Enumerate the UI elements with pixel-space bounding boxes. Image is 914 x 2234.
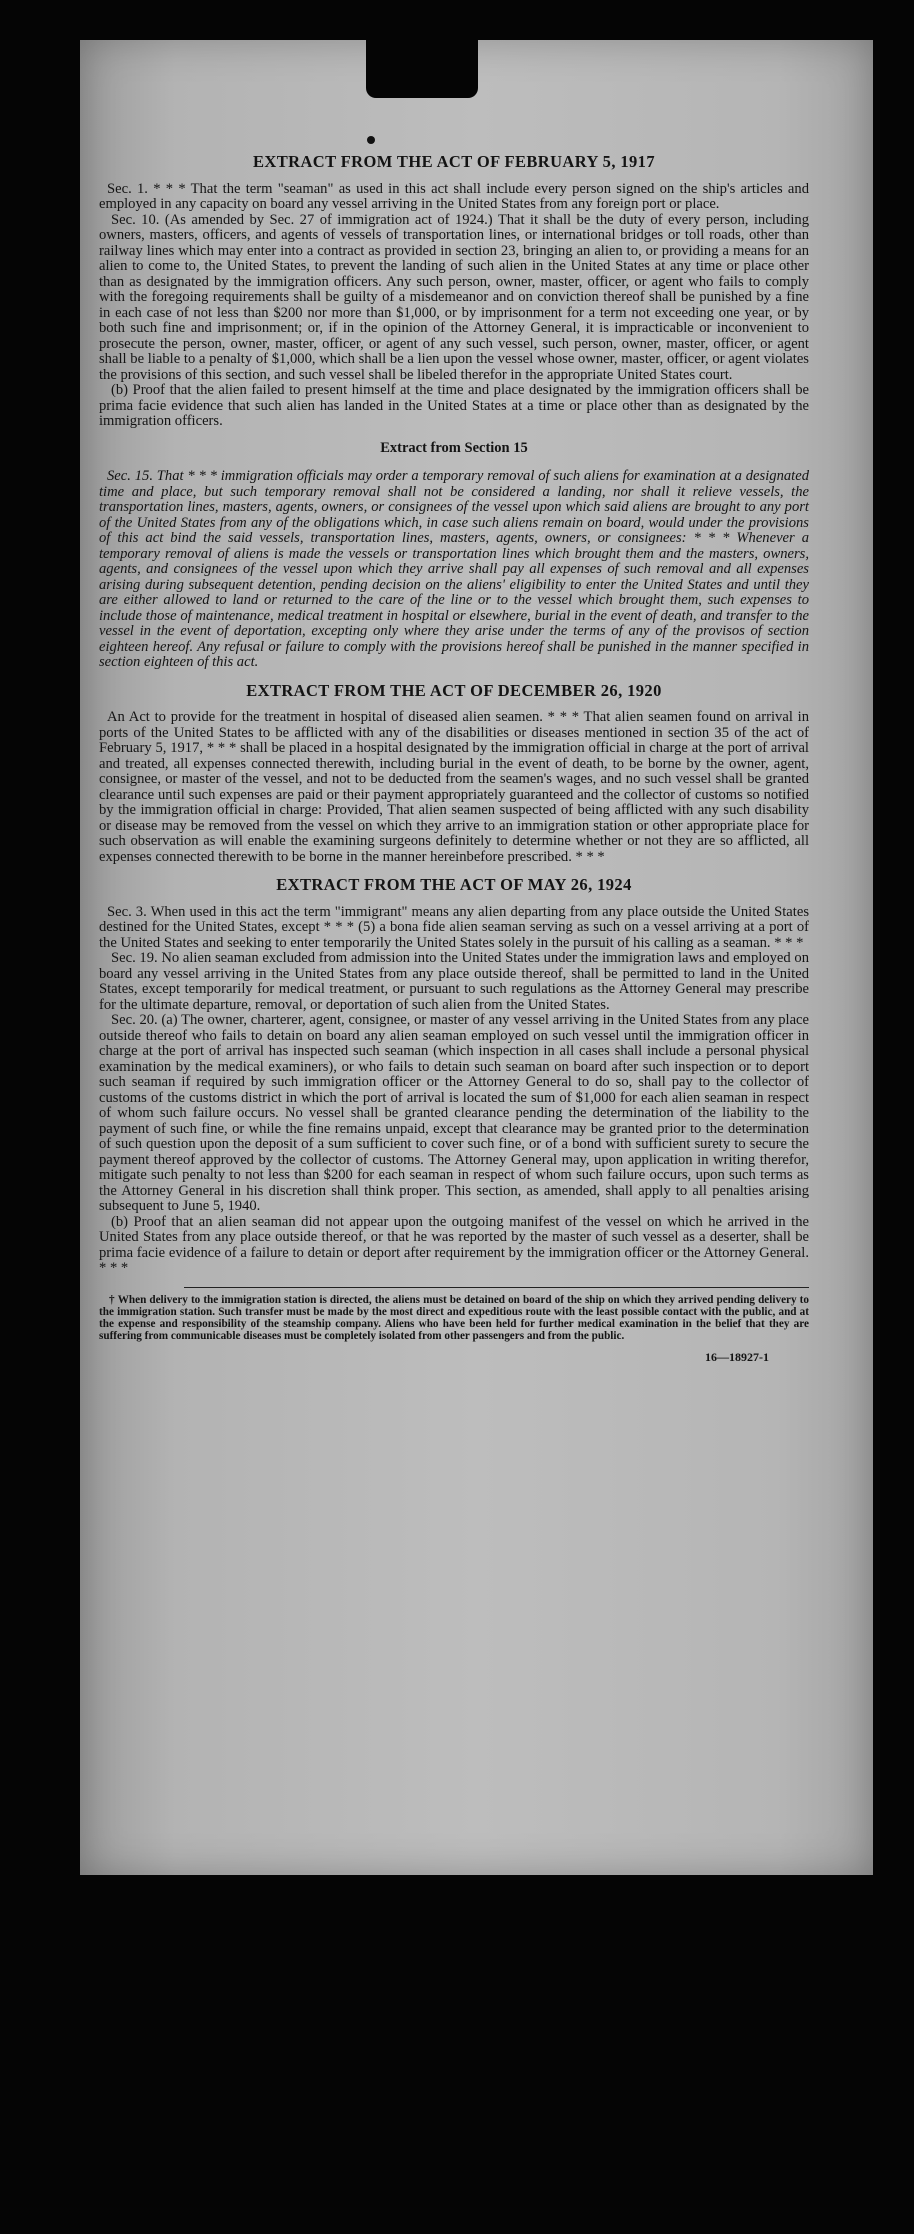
punched-hole [366, 36, 478, 98]
paper-mark [367, 136, 375, 144]
paragraph-sec-10: Sec. 10. (As amended by Sec. 27 of immigration act of 1924.) That it shall be the duty of every person, including owners, masters, officers, and agents of vessels of transportation lines, or international bridges or toll roads, other than railway lines which may enter into a contract as provided in section 23, bringing an alien to, or providing a means for an alien to come to, the United States, to prevent the landing of such alien in the United States at any time or place other than as designated by the immigration officers. Any such person, owner, master, officer, or agent who fails to comply with the foregoing requirements shall be guilty of a misdemeanor and on conviction thereof shall be punished by a fine in each case of not less than $200 nor more than $1,000, or by imprisonment for a term not exceeding one year, or by both such fine and imprisonment; or, if in the opinion of the Attorney General, it is impracticable or inconvenient to prosecute the person, owner, master, officer, or agent of any such vessel, such person, owner, master, officer, or agent shall be liable to a penalty of $1,000, which shall be a lien upon the vessel whose owner, master, officer, or agent violates the provisions of this section, and such vessel shall be libeled therefor in the appropriate United States court. [99, 211, 809, 383]
paragraph-sec-15: Sec. 15. That * * * immigration officials may order a temporary removal of such aliens for examination at a designated time and place, but such temporary removal shall not be considered a landing, nor shall it relieve vessels, the transportation lines, masters, agents, owners, or consignees of the vessel upon which said aliens are brought to any port of the United States from any of the obligations which, in case such aliens remain on board, would under the provisions of this act bind the said vessels, transportation lines, masters, agents, owners, or consignees: * * * Whenever a temporary removal of aliens is made the vessels or transportation lines which brought them and the masters, owners, agents, and consignees of the vessel upon which they arrive shall pay all expenses of such removal and all expenses arising during subsequent detention, pending decision on the aliens' eligibility to enter the United States and until they are either allowed to land or returned to the care of the line or to the vessel which brought them, such expenses to include those of maintenance, medical treatment in hospital or elsewhere, burial in the event of death, and transfer to the vessel in the event of deportation, excepting only where they arise under the terms of any of the provisos of section eighteen hereof. Any refusal or failure to comply with the provisions hereof shall be punished in the manner specified in section eighteen of this act. [99, 468, 809, 670]
paragraph-sec-20-b: (b) Proof that an alien seaman did not appear upon the outgoing manifest of the vessel on which he arrived in the United States from any place outside thereof, or that he was reported by the master of such vessel as a deserter, shall be prima facie evidence of a failure to detain or deport after requirement by the immigration officer or the Attorney General. * * * [99, 1213, 809, 1276]
paragraph-sec-3: Sec. 3. When used in this act the term "immigrant" means any alien departing from any place outside the United States destined for the United States, except * * * (5) a bona fide alien seaman serving as such on a vessel arriving at a port of the United States and seeking to enter temporarily the United States solely in the pursuit of his calling as a seaman. * * * [99, 903, 809, 951]
footnote-divider [184, 1287, 809, 1288]
document-text [99, 148, 809, 1365]
form-number: 16—18927-1 [705, 1349, 769, 1364]
footnote: † When delivery to the immigration station is directed, the aliens must be detained on board of the ship on which they arrived pending delivery to the immigration station. Such transfer must be made by the most direct and expeditious route with the least possible contact with the public, and at the expense and responsibility of the steamship company. Aliens who have been held for further medical examination in the belief that they are suffering from communicable diseases must be completely isolated from other passengers and from the public. [99, 1293, 809, 1342]
heading-section-15: Extract from Section 15 [380, 439, 528, 456]
paragraph-sec-19: Sec. 19. No alien seaman excluded from admission into the United States under the immigration laws and employed on board any vessel arriving in the United States from any place outside thereof, shall be permitted to land in the United States, except temporarily for medical treatment, or pursuant to such regulations as the Attorney General may prescribe for the ultimate departure, removal, or deportation of such alien from the United States. [99, 950, 809, 1013]
paragraph-act-1920: An Act to provide for the treatment in hospital of diseased alien seamen. * * * That alien seamen found on arrival in ports of the United States to be afflicted with any of the disabilities or diseases mentioned in section 35 of the act of February 5, 1917, * * * shall be placed in a hospital designated by the immigration official in charge at the port of arrival and treated, all expenses connected therewith, including burial in the event of death, to be borne by the owner, agent, consignee, or master of the vessel, and not to be deducted from the seamen's wages, and no such vessel shall be granted clearance until such expenses are paid or their payment appropriately guaranteed and the collector of customs so notified by the immigration official in charge: Provided, That alien seamen suspected of being afflicted with any such disability or disease may be removed from the vessel on which they arrive to an immigration station or other appropriate place for such observation as will enable the examining surgeons definitely to determine whether or not they are so afflicted, all expenses connected therewith to be borne in the manner hereinbefore prescribed. * * * [99, 709, 809, 865]
paragraph-sec-20-a: Sec. 20. (a) The owner, charterer, agent, consignee, or master of any vessel arriving in the United States from any place outside thereof who fails to detain on board any alien seaman employed on such vessel until the immigration officer in charge at the port of arrival has inspected such seaman (which inspection in all cases shall include a personal physical examination by the medical examiners), or who fails to detain such seaman on board after such inspection or to deport such seaman if required by such immigration officer or the Attorney General to do so, shall pay to the collector of customs of the customs district in which the port of arrival is located the sum of $1,000 for each alien seaman in respect of whom such failure occurs. No vessel shall be granted clearance pending the determination of the liability to the payment of such fine, or while the fine remains unpaid, except that clearance may be granted prior to the determination of such question upon the deposit of a sum sufficient to cover such fine, or of a bond with sufficient surety to secure the payment thereof approved by the collector of customs. The Attorney General may, upon application in writing therefor, mitigate such penalty to not less than $200 for each seaman in respect of whom such failure occurs, upon such terms as the Attorney General in his discretion shall think proper. This section, as amended, shall apply to all penalties arising subsequent to June 5, 1940. [99, 1012, 809, 1214]
heading-act-1920: EXTRACT FROM THE ACT OF DECEMBER 26, 1920 [246, 680, 662, 700]
paragraph-sec-1: Sec. 1. * * * That the term "seaman" as used in this act shall include every person signed on the ship's articles and employed in any capacity on board any vessel arriving in the United States from any foreign port or place. [99, 180, 809, 212]
heading-act-1924: EXTRACT FROM THE ACT OF MAY 26, 1924 [276, 875, 632, 894]
paragraph-sec-10-b: (b) Proof that the alien failed to present himself at the time and place designated by the immigration officers shall be prima facie evidence that such alien has landed in the United States at a time or place other than as designated by the immigration officers. [99, 382, 809, 429]
heading-act-1917: EXTRACT FROM THE ACT OF FEBRUARY 5, 1917 [253, 152, 655, 171]
